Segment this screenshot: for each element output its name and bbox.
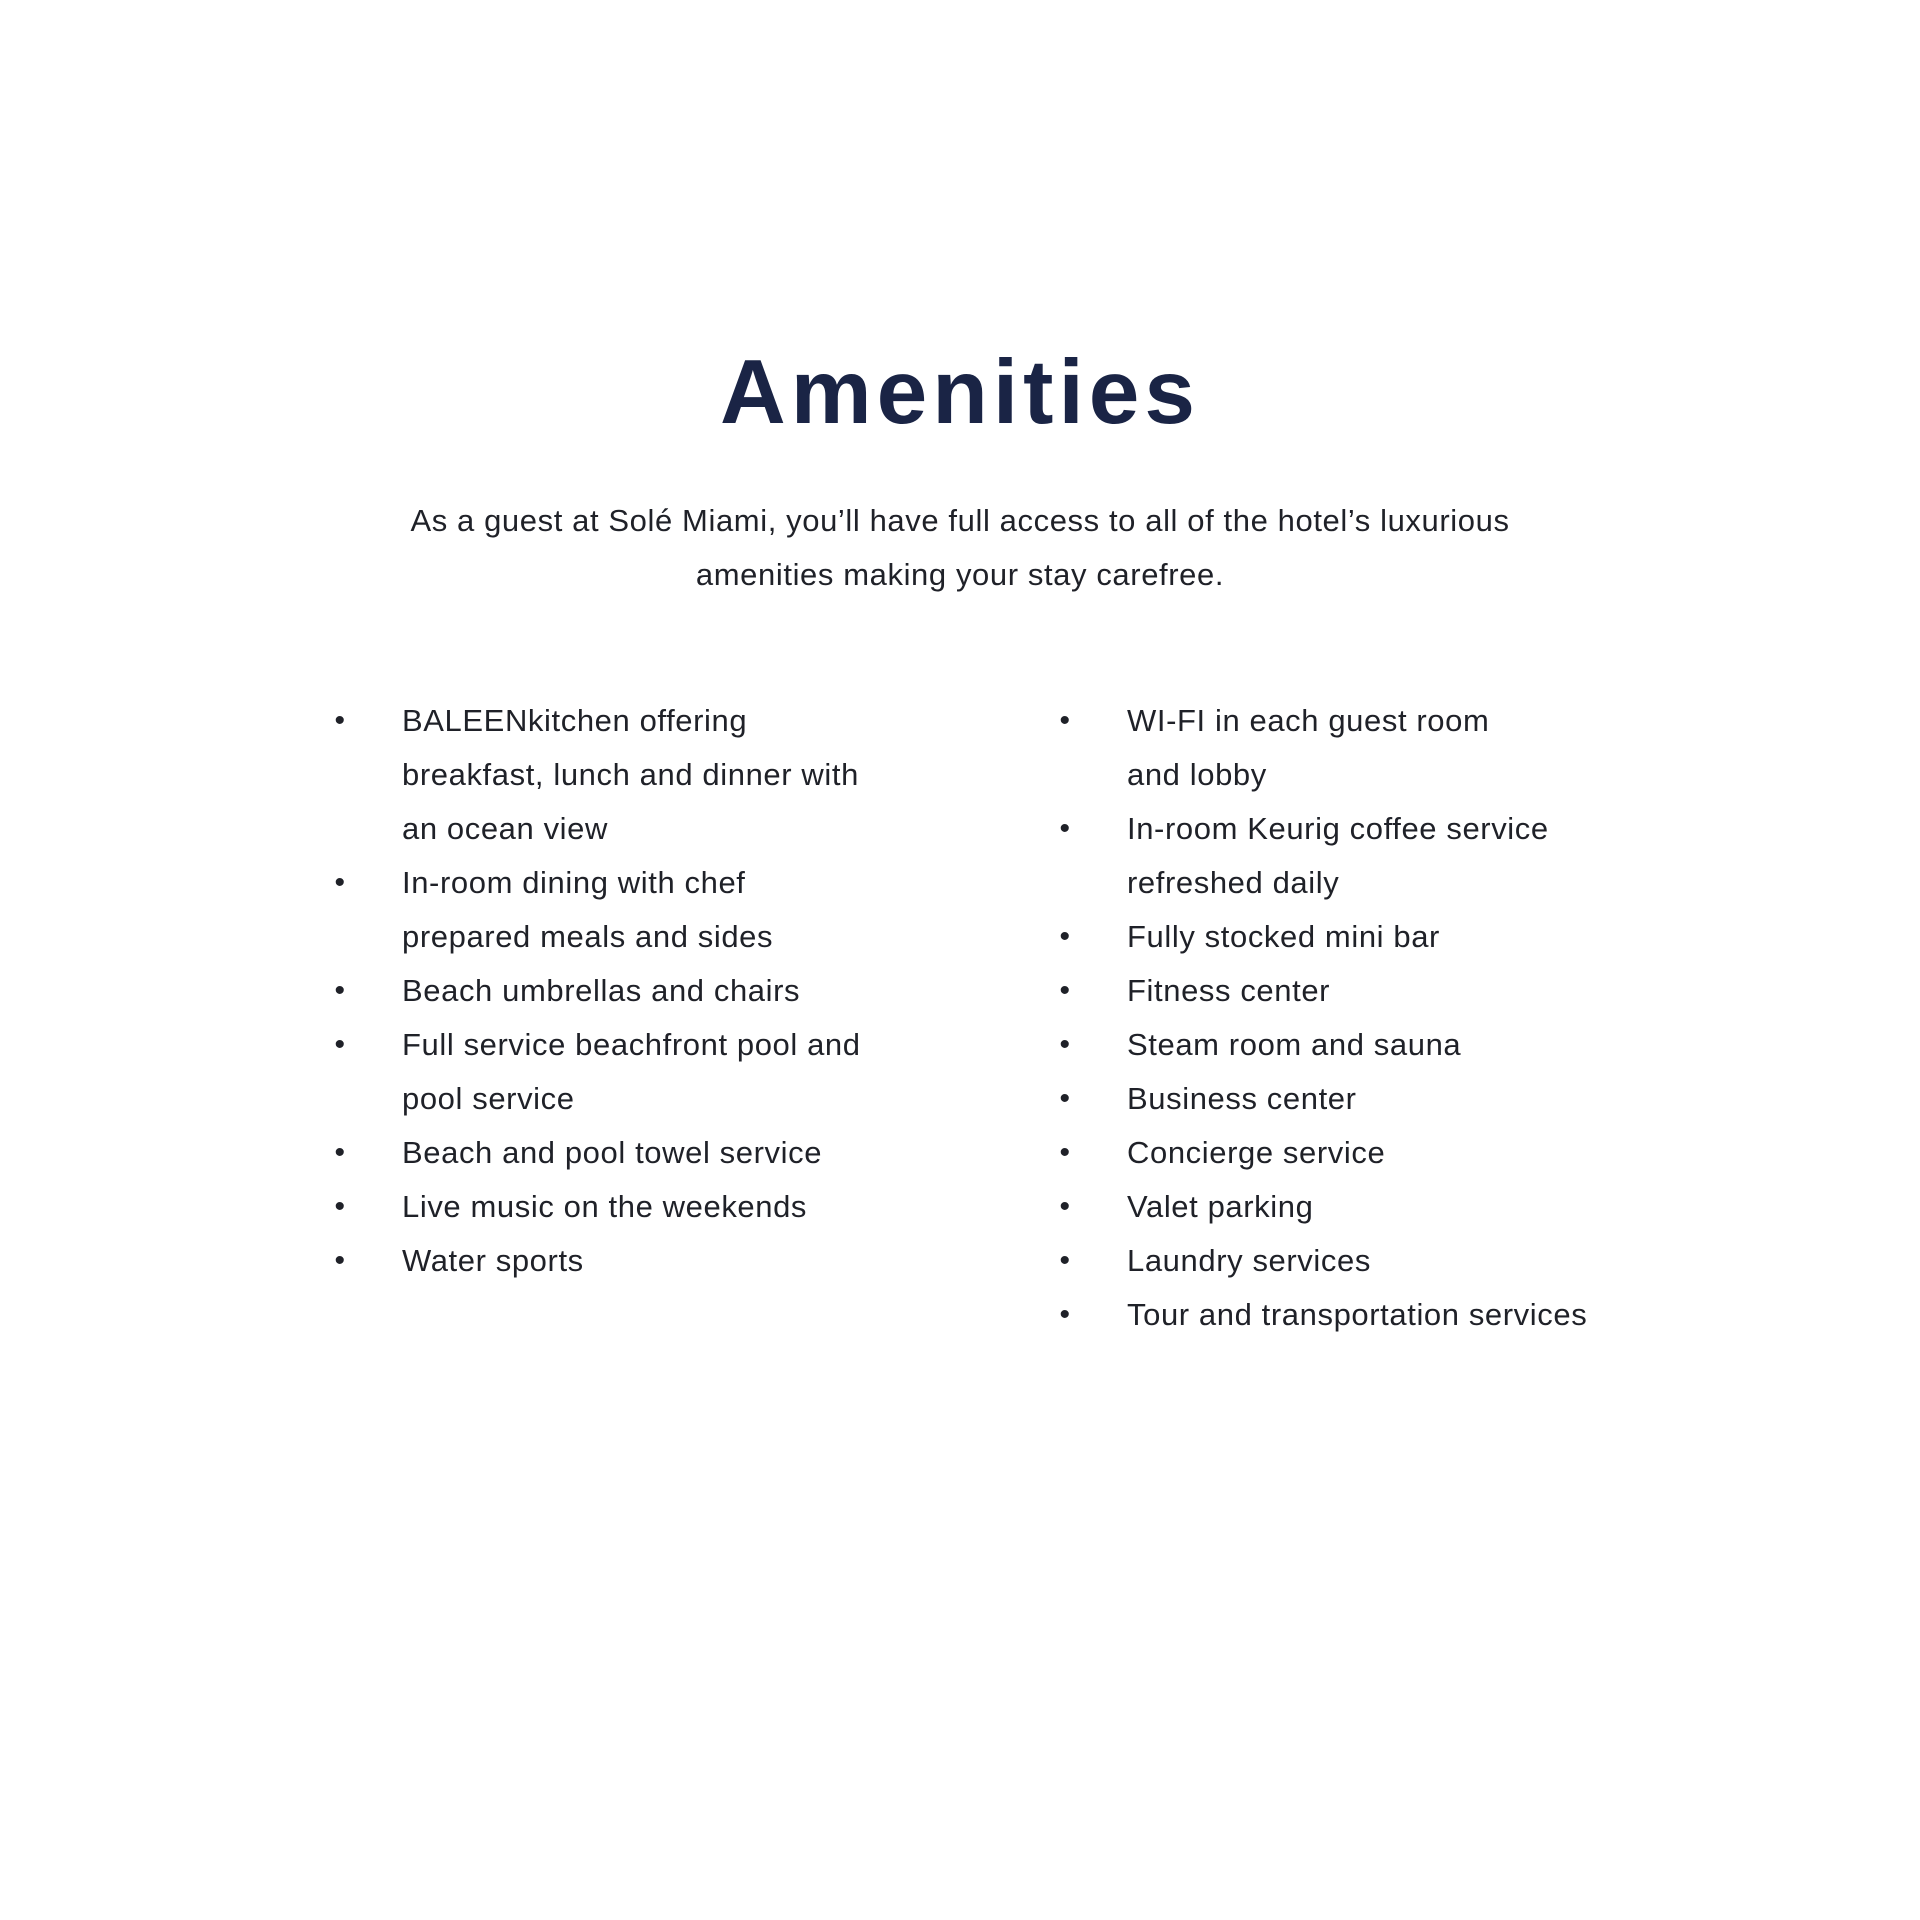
bullet-icon: • [334,1136,346,1169]
list-item [330,1234,890,1288]
list-item-line: Business center [1127,1081,1357,1116]
list-item [1055,802,1675,910]
list-item-line: In-room Keurig coffee service [1127,811,1549,846]
list-item-text [402,1126,890,1180]
page-title: Amenities [720,342,1200,443]
bullet-icon: • [334,974,346,1007]
list-item-line: Fully stocked mini bar [1127,919,1440,954]
list-item-line: Tour and transportation services [1127,1297,1588,1332]
list-item-line: Beach umbrellas and chairs [402,973,801,1008]
list-item-text [402,1180,890,1234]
list-item-text [1127,910,1675,964]
list-item-line: Beach and pool towel service [402,1135,823,1170]
bullet-icon: • [1059,1082,1071,1115]
list-item [1055,1018,1675,1072]
list-item-line: refreshed daily [1127,865,1340,900]
bullet-icon: • [334,1190,346,1223]
amenities-list-left [330,694,890,1288]
list-item-text [1127,1072,1675,1126]
list-item-line: Concierge service [1127,1135,1386,1170]
bullet-icon: • [334,866,346,899]
list-item-line: pool service [402,1081,575,1116]
list-item-text [1127,964,1675,1018]
bullet-icon: • [1059,1244,1071,1277]
bullet-icon: • [334,704,346,737]
list-item [330,694,890,856]
list-item-line: Laundry services [1127,1243,1371,1278]
list-item-line: and lobby [1127,757,1267,792]
list-item-line: Valet parking [1127,1189,1314,1224]
intro-paragraph [360,494,1560,602]
list-item-text [402,964,890,1018]
list-item-text [1127,694,1675,802]
list-item-line: In-room dining with chef [402,865,746,900]
bullet-icon: • [1059,1298,1071,1331]
list-item [1055,964,1675,1018]
list-item-line: Live music on the weekends [402,1189,808,1224]
list-item-text [1127,1126,1675,1180]
list-item-text [402,1234,890,1288]
list-item-text [402,856,890,964]
list-item [1055,1180,1675,1234]
list-item [330,1018,890,1126]
list-item [1055,1126,1675,1180]
list-item-text [402,694,890,856]
list-item-line: Fitness center [1127,973,1331,1008]
list-item [1055,910,1675,964]
list-item-line: Steam room and sauna [1127,1027,1462,1062]
list-item-line: Water sports [402,1243,584,1278]
bullet-icon: • [334,1244,346,1277]
list-item [330,856,890,964]
list-item [330,964,890,1018]
list-item-text [402,1018,890,1126]
list-item [1055,1234,1675,1288]
list-item [1055,1288,1675,1342]
bullet-icon: • [1059,1190,1071,1223]
amenities-list-right [1055,694,1675,1342]
list-item-line: prepared meals and sides [402,919,774,954]
intro-line: As a guest at Solé Miami, you’ll have full access to all of the hotel’s luxurious [410,503,1510,538]
bullet-icon: • [1059,704,1071,737]
list-item-line: WI-FI in each guest room [1127,703,1490,738]
bullet-icon: • [334,1028,346,1061]
list-item [330,1180,890,1234]
list-item-line: an ocean view [402,811,608,846]
list-item-text [1127,1180,1675,1234]
list-item-text [1127,1234,1675,1288]
bullet-icon: • [1059,920,1071,953]
list-item-text [1127,1018,1675,1072]
intro-line: amenities making your stay carefree. [695,557,1225,592]
bullet-icon: • [1059,812,1071,845]
bullet-icon: • [1059,974,1071,1007]
list-item-line: breakfast, lunch and dinner with [402,757,859,792]
list-item-line: Full service beachfront pool and [402,1027,861,1062]
list-item [1055,694,1675,802]
bullet-icon: • [1059,1136,1071,1169]
list-item-line: BALEENkitchen offering [402,703,748,738]
list-item [330,1126,890,1180]
list-item-text [1127,1288,1675,1342]
bullet-icon: • [1059,1028,1071,1061]
list-item [1055,1072,1675,1126]
list-item-text [1127,802,1675,910]
